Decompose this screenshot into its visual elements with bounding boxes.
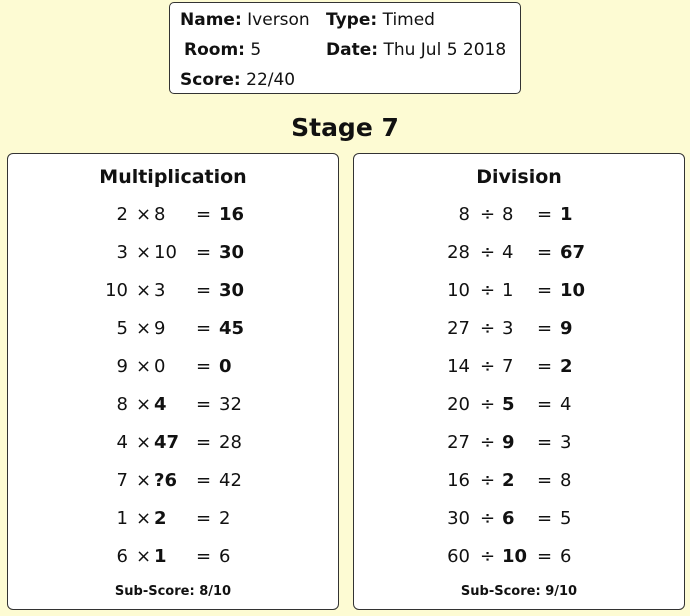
- multiplication-problem-row: [8, 280, 338, 304]
- operand-a: 10: [105, 280, 128, 301]
- operator-sign: ×: [136, 394, 152, 415]
- answer: 9: [560, 318, 573, 339]
- operand-b: 3: [154, 280, 166, 301]
- multiplication-problem-row: [8, 242, 338, 266]
- operator-sign: ×: [136, 470, 152, 491]
- operand-b: 8: [502, 204, 514, 225]
- stage-title: Stage 7: [291, 113, 399, 142]
- type-field: [326, 10, 435, 30]
- answer: 9: [502, 432, 515, 453]
- operand-a: 27: [447, 318, 470, 339]
- answer: 2: [154, 508, 167, 529]
- answer: 10: [560, 280, 586, 301]
- result: 42: [219, 470, 242, 491]
- answer: 45: [219, 318, 245, 339]
- equals-sign: =: [196, 318, 212, 339]
- result: 8: [560, 470, 572, 491]
- equals-sign: =: [196, 394, 212, 415]
- division-problem-row: [354, 432, 684, 456]
- name-label: Name:: [180, 10, 242, 30]
- operand-b: 4: [502, 242, 514, 263]
- operand-a: 20: [447, 394, 470, 415]
- date-value: Thu Jul 5 2018: [383, 40, 507, 60]
- operand-a: 16: [447, 470, 470, 491]
- operand-b: 3: [502, 318, 514, 339]
- answer: 1: [560, 204, 573, 225]
- operand-b: 7: [502, 356, 514, 377]
- operator-sign: ×: [136, 508, 152, 529]
- operator-sign: ÷: [480, 242, 496, 263]
- answer: 47: [154, 432, 180, 453]
- equals-sign: =: [537, 546, 553, 567]
- answer: 30: [219, 280, 245, 301]
- student-info-box: [169, 2, 521, 94]
- name-field: [180, 10, 310, 30]
- operand-a: 5: [116, 318, 128, 339]
- operator-sign: ÷: [480, 204, 496, 225]
- operand-a: 9: [116, 356, 128, 377]
- division-title: Division: [476, 166, 562, 188]
- operator-sign: ÷: [480, 280, 496, 301]
- answer: 2: [502, 470, 515, 491]
- operator-sign: ×: [136, 356, 152, 377]
- answer: ?6: [154, 470, 177, 491]
- answer: 1: [154, 546, 167, 567]
- equals-sign: =: [537, 432, 553, 453]
- operand-a: 4: [116, 432, 128, 453]
- division-problem-row: [354, 204, 684, 228]
- room-field: [184, 40, 261, 60]
- operand-b: 10: [154, 242, 177, 263]
- result: 28: [219, 432, 242, 453]
- division-panel: [353, 153, 685, 610]
- multiplication-problem-row: [8, 470, 338, 494]
- division-problem-row: [354, 546, 684, 570]
- division-problem-row: [354, 470, 684, 494]
- multiplication-sub-score: Sub-Score: 8/10: [114, 584, 232, 599]
- multiplication-problem-row: [8, 508, 338, 532]
- equals-sign: =: [196, 432, 212, 453]
- answer: 30: [219, 242, 245, 263]
- type-value: Timed: [382, 10, 435, 30]
- operator-sign: ×: [136, 204, 152, 225]
- answer: 6: [502, 508, 515, 529]
- operator-sign: ÷: [480, 546, 496, 567]
- operator-sign: ÷: [480, 508, 496, 529]
- multiplication-panel: [7, 153, 339, 610]
- division-problem-row: [354, 394, 684, 418]
- operand-a: 3: [116, 242, 128, 263]
- operator-sign: ×: [136, 318, 152, 339]
- answer: 5: [502, 394, 515, 415]
- equals-sign: =: [537, 204, 553, 225]
- division-sub-score: Sub-Score: 9/10: [460, 584, 578, 599]
- equals-sign: =: [537, 508, 553, 529]
- operand-a: 6: [116, 546, 128, 567]
- name-value: Iverson: [247, 10, 310, 30]
- operand-a: 14: [447, 356, 470, 377]
- date-field: [326, 40, 506, 60]
- operator-sign: ÷: [480, 394, 496, 415]
- operand-b: 0: [154, 356, 166, 377]
- operand-a: 1: [116, 508, 128, 529]
- operand-b: 8: [154, 204, 166, 225]
- operand-a: 30: [447, 508, 470, 529]
- operator-sign: ×: [136, 280, 152, 301]
- operator-sign: ×: [136, 432, 152, 453]
- answer: 67: [560, 242, 586, 263]
- room-label: Room:: [184, 40, 245, 60]
- operand-b: 9: [154, 318, 166, 339]
- operand-a: 28: [447, 242, 470, 263]
- equals-sign: =: [196, 546, 212, 567]
- equals-sign: =: [196, 508, 212, 529]
- multiplication-problem-row: [8, 204, 338, 228]
- operand-a: 10: [447, 280, 470, 301]
- operand-a: 8: [458, 204, 470, 225]
- multiplication-problem-row: [8, 318, 338, 342]
- equals-sign: =: [196, 356, 212, 377]
- equals-sign: =: [537, 470, 553, 491]
- answer: 0: [219, 356, 232, 377]
- equals-sign: =: [196, 280, 212, 301]
- multiplication-problem-row: [8, 546, 338, 570]
- operator-sign: ÷: [480, 318, 496, 339]
- division-problem-row: [354, 242, 684, 266]
- result: 6: [219, 546, 231, 567]
- division-problem-row: [354, 318, 684, 342]
- score-value: 22/40: [246, 70, 296, 90]
- result: 4: [560, 394, 572, 415]
- multiplication-problem-row: [8, 356, 338, 380]
- multiplication-problem-row: [8, 432, 338, 456]
- answer: 16: [219, 204, 245, 225]
- result: 3: [560, 432, 572, 453]
- score-label: Score:: [180, 70, 241, 90]
- operator-sign: ÷: [480, 432, 496, 453]
- answer: 10: [502, 546, 528, 567]
- result: 5: [560, 508, 572, 529]
- score-field: [180, 70, 295, 90]
- operator-sign: ÷: [480, 356, 496, 377]
- room-value: 5: [250, 40, 262, 60]
- division-problem-row: [354, 508, 684, 532]
- operand-a: 8: [116, 394, 128, 415]
- result: 2: [219, 508, 231, 529]
- operand-a: 7: [116, 470, 128, 491]
- answer: 4: [154, 394, 167, 415]
- division-problem-row: [354, 356, 684, 380]
- division-problem-row: [354, 280, 684, 304]
- date-label: Date:: [326, 40, 379, 60]
- operand-a: 60: [447, 546, 470, 567]
- equals-sign: =: [537, 318, 553, 339]
- operand-a: 2: [116, 204, 128, 225]
- type-label: Type:: [326, 10, 378, 30]
- equals-sign: =: [537, 356, 553, 377]
- operator-sign: ×: [136, 546, 152, 567]
- result: 6: [560, 546, 572, 567]
- equals-sign: =: [537, 242, 553, 263]
- operator-sign: ×: [136, 242, 152, 263]
- multiplication-title: Multiplication: [99, 166, 247, 188]
- operand-a: 27: [447, 432, 470, 453]
- equals-sign: =: [537, 394, 553, 415]
- operator-sign: ÷: [480, 470, 496, 491]
- equals-sign: =: [196, 242, 212, 263]
- equals-sign: =: [196, 204, 212, 225]
- answer: 2: [560, 356, 573, 377]
- multiplication-problem-row: [8, 394, 338, 418]
- equals-sign: =: [537, 280, 553, 301]
- operand-b: 1: [502, 280, 514, 301]
- result: 32: [219, 394, 242, 415]
- equals-sign: =: [196, 470, 212, 491]
